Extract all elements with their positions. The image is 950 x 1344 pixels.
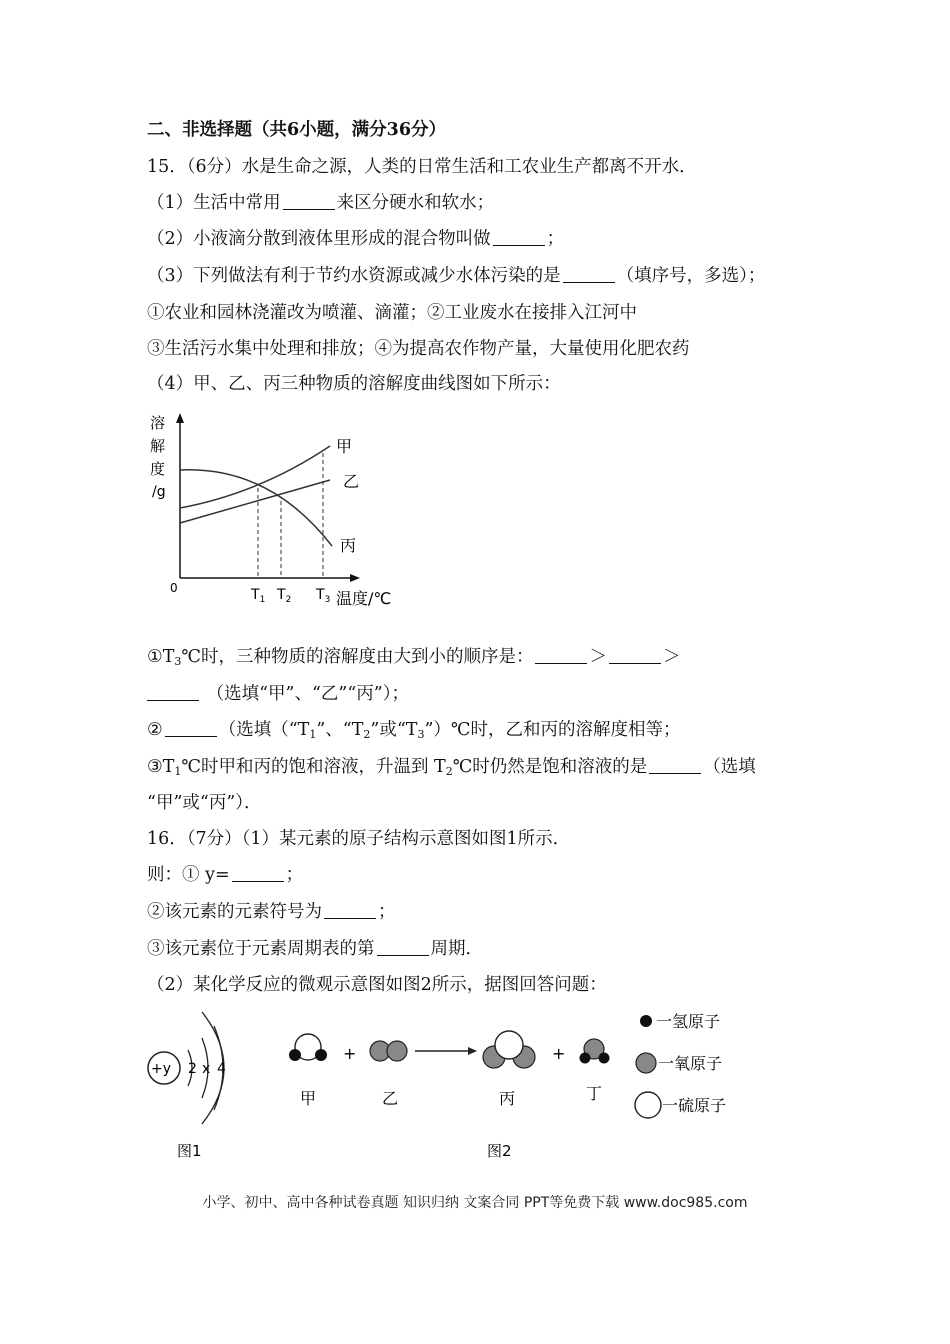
q15-sub3: $③T_1℃$时甲和丙的饱和溶液，升温到 $T_2℃$时仍然是饱和溶液的是 （选填 xyxy=(147,757,756,778)
answer-blank[interactable] xyxy=(649,756,701,774)
atom-structure-figure xyxy=(140,1010,250,1160)
plus-sign: + xyxy=(552,1044,566,1063)
q16-stem: 16．（7分）（1）某元素的原子结构示意图如图1所示． xyxy=(147,829,571,849)
shell3-electrons: 4 xyxy=(217,1061,226,1077)
q15-part4: （4）甲、乙、丙三种物质的溶解度曲线图如下所示： xyxy=(147,374,561,394)
xlabel: 温度/℃ xyxy=(336,589,392,608)
y-axis-arrow xyxy=(176,413,184,423)
legend-oxygen-icon xyxy=(636,1053,656,1073)
ylabel-unit: /g xyxy=(152,484,166,500)
shell1-electrons: 2 xyxy=(188,1061,197,1077)
q15-sub1: $①T_3℃$时，三种物质的溶解度由大到小的顺序是： ＞ ＞ xyxy=(147,647,681,668)
answer-blank[interactable] xyxy=(232,864,284,882)
molecule-yi xyxy=(370,1041,407,1061)
q15-part3-text: （3）下列做法有利于节约水资源或减少水体污染的是 xyxy=(147,266,561,286)
series-label-yi: 乙 xyxy=(343,472,360,491)
answer-blank[interactable] xyxy=(563,265,615,283)
q15-part3 xyxy=(147,264,765,288)
answer-blank[interactable] xyxy=(535,646,587,664)
answer-blank[interactable] xyxy=(283,192,335,210)
ylabel-char: 度 xyxy=(150,460,166,478)
origin-label: 0 xyxy=(170,581,178,595)
legend-oxygen: 一氧原子 xyxy=(658,1054,723,1073)
nucleus-charge: +y xyxy=(151,1061,172,1077)
tick-t3: $T_3$ xyxy=(316,587,331,605)
shell2-electrons: x xyxy=(202,1061,211,1077)
molecule-ding xyxy=(580,1039,610,1064)
tick-t2: $T_2$ xyxy=(277,587,292,605)
answer-blank[interactable] xyxy=(493,228,545,246)
q15-sub1-cont: （选填“甲”、“乙”“丙”）； xyxy=(147,682,409,706)
q16-line1: 则：① y= ； xyxy=(147,865,304,885)
q16-line2: ②该元素的元素符号为 ； xyxy=(147,902,396,922)
answer-blank[interactable] xyxy=(609,646,661,664)
reaction-diagram xyxy=(280,1005,740,1165)
answer-blank[interactable] xyxy=(324,901,376,919)
legend-hydrogen: 一氢原子 xyxy=(656,1012,721,1031)
fig1-caption: 图1 xyxy=(177,1142,202,1160)
q15-part1-tail: 来区分硬水和软水； xyxy=(336,193,495,213)
q16-line4: （2）某化学反应的微观示意图如图2所示，据图回答问题： xyxy=(147,975,607,995)
tick-t1: $T_1$ xyxy=(251,587,266,605)
q15-stem: 15．（6分）水是生命之源，人类的日常生活和工农业生产都离不开水． xyxy=(147,157,697,177)
q16-line3: ③该元素位于元素周期表的第 周期． xyxy=(147,939,483,959)
series-label-jia: 甲 xyxy=(336,437,353,456)
x-axis-arrow xyxy=(350,574,360,582)
section-title: 二、非选择题（共6小题，满分36分） xyxy=(147,120,447,140)
ylabel-char: 解 xyxy=(150,437,166,455)
ylabel-char: 溶 xyxy=(150,414,166,432)
mol-label-ding: 丁 xyxy=(586,1084,603,1103)
molecule-jia xyxy=(289,1034,327,1061)
q15-part1 xyxy=(147,191,494,215)
answer-blank[interactable] xyxy=(165,719,217,737)
q15-options-3-4: ③生活污水集中处理和排放；④为提高农作物产量，大量使用化肥农药 xyxy=(147,339,690,359)
plus-sign: + xyxy=(343,1044,357,1063)
q15-part2-text: （2）小液滴分散到液体里形成的混合物叫做 xyxy=(147,229,491,249)
q15-part3-tail: （填序号，多选）； xyxy=(616,266,766,286)
curve-bing xyxy=(180,470,332,546)
legend-hydrogen-icon xyxy=(640,1015,652,1027)
answer-blank[interactable] xyxy=(147,683,199,701)
legend-sulfur: 一硫原子 xyxy=(662,1096,727,1115)
q15-part2-tail: ； xyxy=(546,229,565,249)
page-footer: 小学、初中、高中各种试卷真题 知识归纳 文案合同 PPT等免费下载 www.doc985.com xyxy=(202,1195,748,1211)
mol-label-bing: 丙 xyxy=(499,1089,516,1108)
mol-label-yi: 乙 xyxy=(382,1089,399,1108)
series-label-bing: 丙 xyxy=(340,536,357,555)
q15-part1-text: （1）生活中常用 xyxy=(147,193,281,213)
curve-jia xyxy=(180,446,330,508)
solubility-chart xyxy=(140,408,420,613)
answer-blank[interactable] xyxy=(377,938,429,956)
q15-sub3-cont: “甲”或“丙”）． xyxy=(147,793,262,813)
mol-label-jia: 甲 xyxy=(300,1089,317,1108)
q15-part2 xyxy=(147,227,564,251)
legend-sulfur-icon xyxy=(635,1092,661,1118)
q15-sub2: ② （选填（“$T_1$”、“$T_2$”或“$T_3”)℃$时，乙和丙的溶解度相等； xyxy=(147,720,681,741)
molecule-bing xyxy=(483,1031,535,1068)
q15-options-1-2: ①农业和园林浇灌改为喷灌、滴灌；②工业废水在接排入江河中 xyxy=(147,303,637,323)
reaction-arrow-head xyxy=(468,1047,477,1055)
fig2-caption: 图2 xyxy=(487,1142,512,1160)
